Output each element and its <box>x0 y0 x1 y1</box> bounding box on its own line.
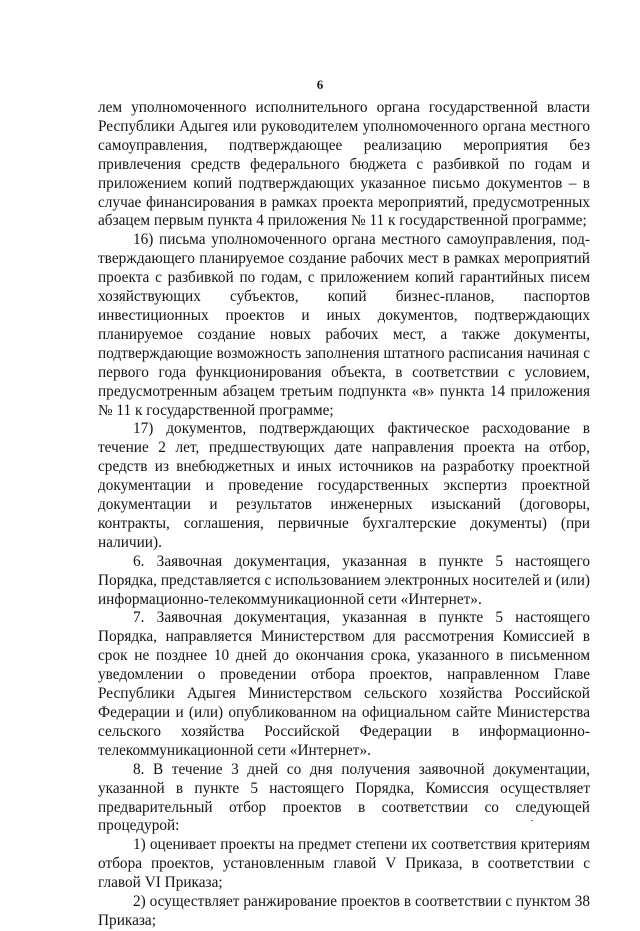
paragraph-item-17: 17) документов, подтверждающих фактическое расходование в течение 2 лет, предшествующих дате направления проекта на отбор, средств из внебюджетных и иных источников на разработку проектной документации и проведение государственных экспертиз проектной документации и результатов инженерных изысканий (договоры, контракты, соглашения, первичные бухгалтерские документы) (при наличии). <box>98 420 590 551</box>
paragraph-clause-6: 6. Заявочная документация, указанная в пункте 5 настоящего Порядка, представляется с использованием электронных носителей и (или) информационно-телекоммуникационной сети «Интернет». <box>98 552 590 608</box>
paragraph-clause-8: 8. В течение 3 дней со дня получения заявочной документации, указанной в пункте 5 настоящего Порядка, Комиссия осуществляет предварительный отбор проектов в соответствии со следующей процедурой: <box>98 760 590 835</box>
paragraph-item-16: 16) письма уполномоченного органа местного самоуправления, подтверждающего планируемое создание рабочих мест в рамках мероприятий проекта с разбивкой по годам, с приложением копий гарантийных писем хозяйствующих субъектов, копий бизнес-планов, паспортов инвестиционных проектов и иных документов, подтверждающих планируемое создание новых рабочих мест, а также документы, подтверждающие возможность заполнения штатного расписания начиная с первого года функционирования объекта, в соответствии с условием, предусмотренным абзацем третьим подпункта «в» пункта 14 приложения № 11 к государственной программе; <box>98 231 590 419</box>
paragraph-continuation: лем уполномоченного исполнительного органа государственной власти Республики Адыгея или руководителем уполномоченного органа местного самоуправления, подтверждающее реализацию мероприятия без привлечения средств федерального бюджета с разбивкой по годам и приложением копий подтверждающих указанное письмо документов – в случае финансирования в рамках проекта мероприятий, предусмотренных абзацем первым пункта 4 приложения № 11 к государственной программе; <box>98 99 590 230</box>
paragraph-clause-7: 7. Заявочная документация, указанная в пункте 5 настоящего Порядка, направляется Министерством для рассмотрения Комиссией в срок не позднее 10 дней до окончания срока, указанного в письменном уведомлении о проведении отбора проектов, направленном Главе Республики Адыгея Министерством сельского хозяйства Российской Федерации и (или) опубликованном на официальном сайте Министерства сельского хозяйства Российской Федерации в информационно-телекоммуникационной сети «Интернет». <box>98 609 590 759</box>
paragraph-subitem-1: 1) оценивает проекты на предмет степени их соответствия критериям отбора проектов, установленным главой V Приказа, в соответствии с главой VI Приказа; <box>98 836 590 892</box>
document-body <box>98 99 590 931</box>
page-number: 6 <box>316 77 324 92</box>
scan-speck <box>531 820 533 821</box>
paragraph-subitem-2: 2) осуществляет ранжирование проектов в соответствии с пунктом 38 Приказа; <box>98 893 590 929</box>
